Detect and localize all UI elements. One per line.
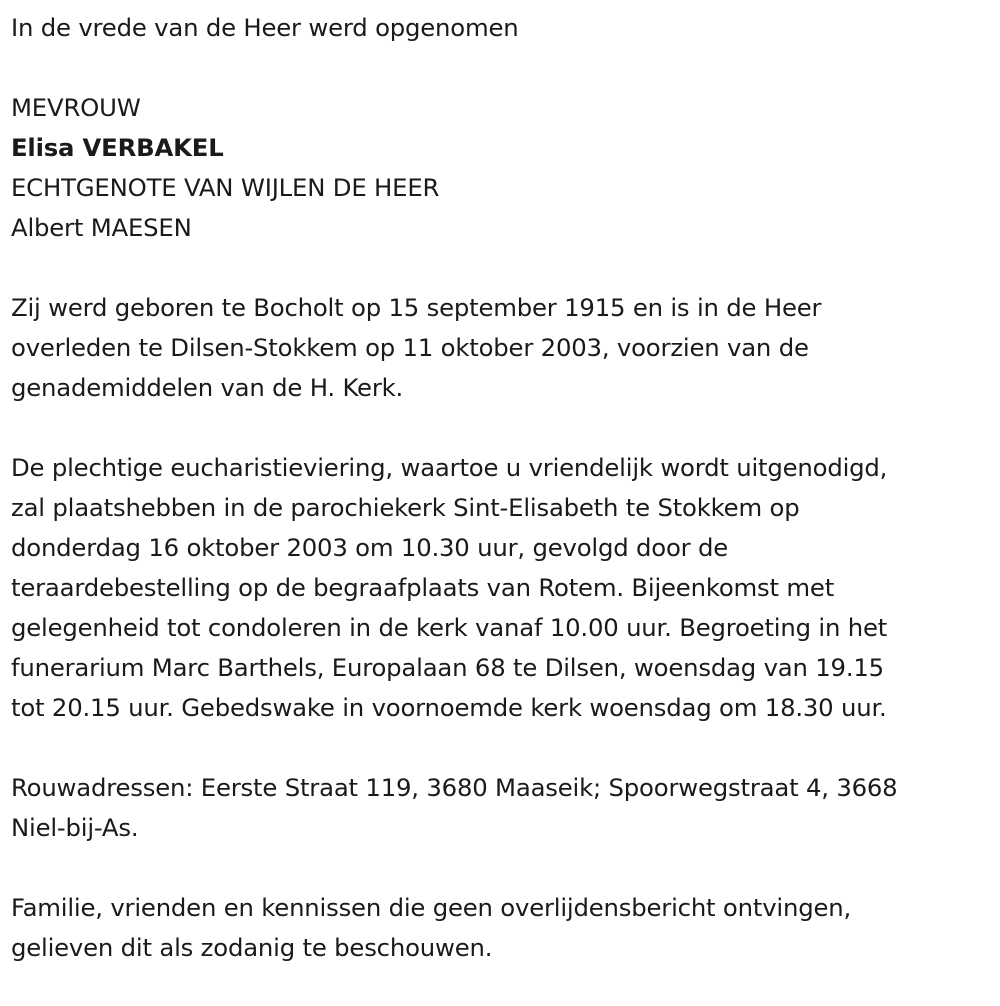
paragraph-line: zal plaatshebben in de parochiekerk Sint-Elisabeth te Stokkem op xyxy=(11,493,800,522)
paragraph-line: funerarium Marc Barthels, Europalaan 68 te Dilsen, woensdag van 19.15 xyxy=(11,653,884,682)
intro-line: In de vrede van de Heer werd opgenomen xyxy=(11,13,519,42)
paragraph-line: overleden te Dilsen-Stokkem op 11 oktober 2003, voorzien van de xyxy=(11,333,809,362)
paragraph-line: Rouwadressen: Eerste Straat 119, 3680 Maaseik; Spoorwegstraat 4, 3668 xyxy=(11,773,898,802)
spacer xyxy=(11,408,1000,448)
honorific: MEVROUW xyxy=(11,93,141,122)
paragraph-line: gelieven dit als zodanig te beschouwen. xyxy=(11,933,493,962)
paragraph-line: tot 20.15 uur. Gebedswake in voornoemde kerk woensdag om 18.30 uur. xyxy=(11,693,887,722)
spacer xyxy=(11,728,1000,768)
paragraph-line: De plechtige eucharistieviering, waartoe u vriendelijk wordt uitgenodigd, xyxy=(11,453,888,482)
paragraph-line: donderdag 16 oktober 2003 om 10.30 uur, gevolgd door de xyxy=(11,533,729,562)
spouse-name: Albert MAESEN xyxy=(11,213,192,242)
paragraph-line: Niel-bij-As. xyxy=(11,813,139,842)
closing-paragraph xyxy=(11,888,1000,968)
paragraph-line: Zij werd geboren te Bocholt op 15 september 1915 en is in de Heer xyxy=(11,293,822,322)
spacer xyxy=(11,848,1000,888)
spacer xyxy=(11,248,1000,288)
paragraph-line: gelegenheid tot condoleren in de kerk vanaf 10.00 uur. Begroeting in het xyxy=(11,613,888,642)
paragraph-line: genademiddelen van de H. Kerk. xyxy=(11,373,404,402)
paragraph-line: teraardebestelling op de begraafplaats van Rotem. Bijeenkomst met xyxy=(11,573,835,602)
spacer xyxy=(11,48,1000,88)
birth-paragraph xyxy=(11,288,1000,408)
relation-line: ECHTGENOTE VAN WIJLEN DE HEER xyxy=(11,173,440,202)
addresses-paragraph xyxy=(11,768,1000,848)
ceremony-paragraph xyxy=(11,448,1000,728)
deceased-name: Elisa VERBAKEL xyxy=(11,133,224,162)
paragraph-line: Familie, vrienden en kennissen die geen overlijdensbericht ontvingen, xyxy=(11,893,851,922)
